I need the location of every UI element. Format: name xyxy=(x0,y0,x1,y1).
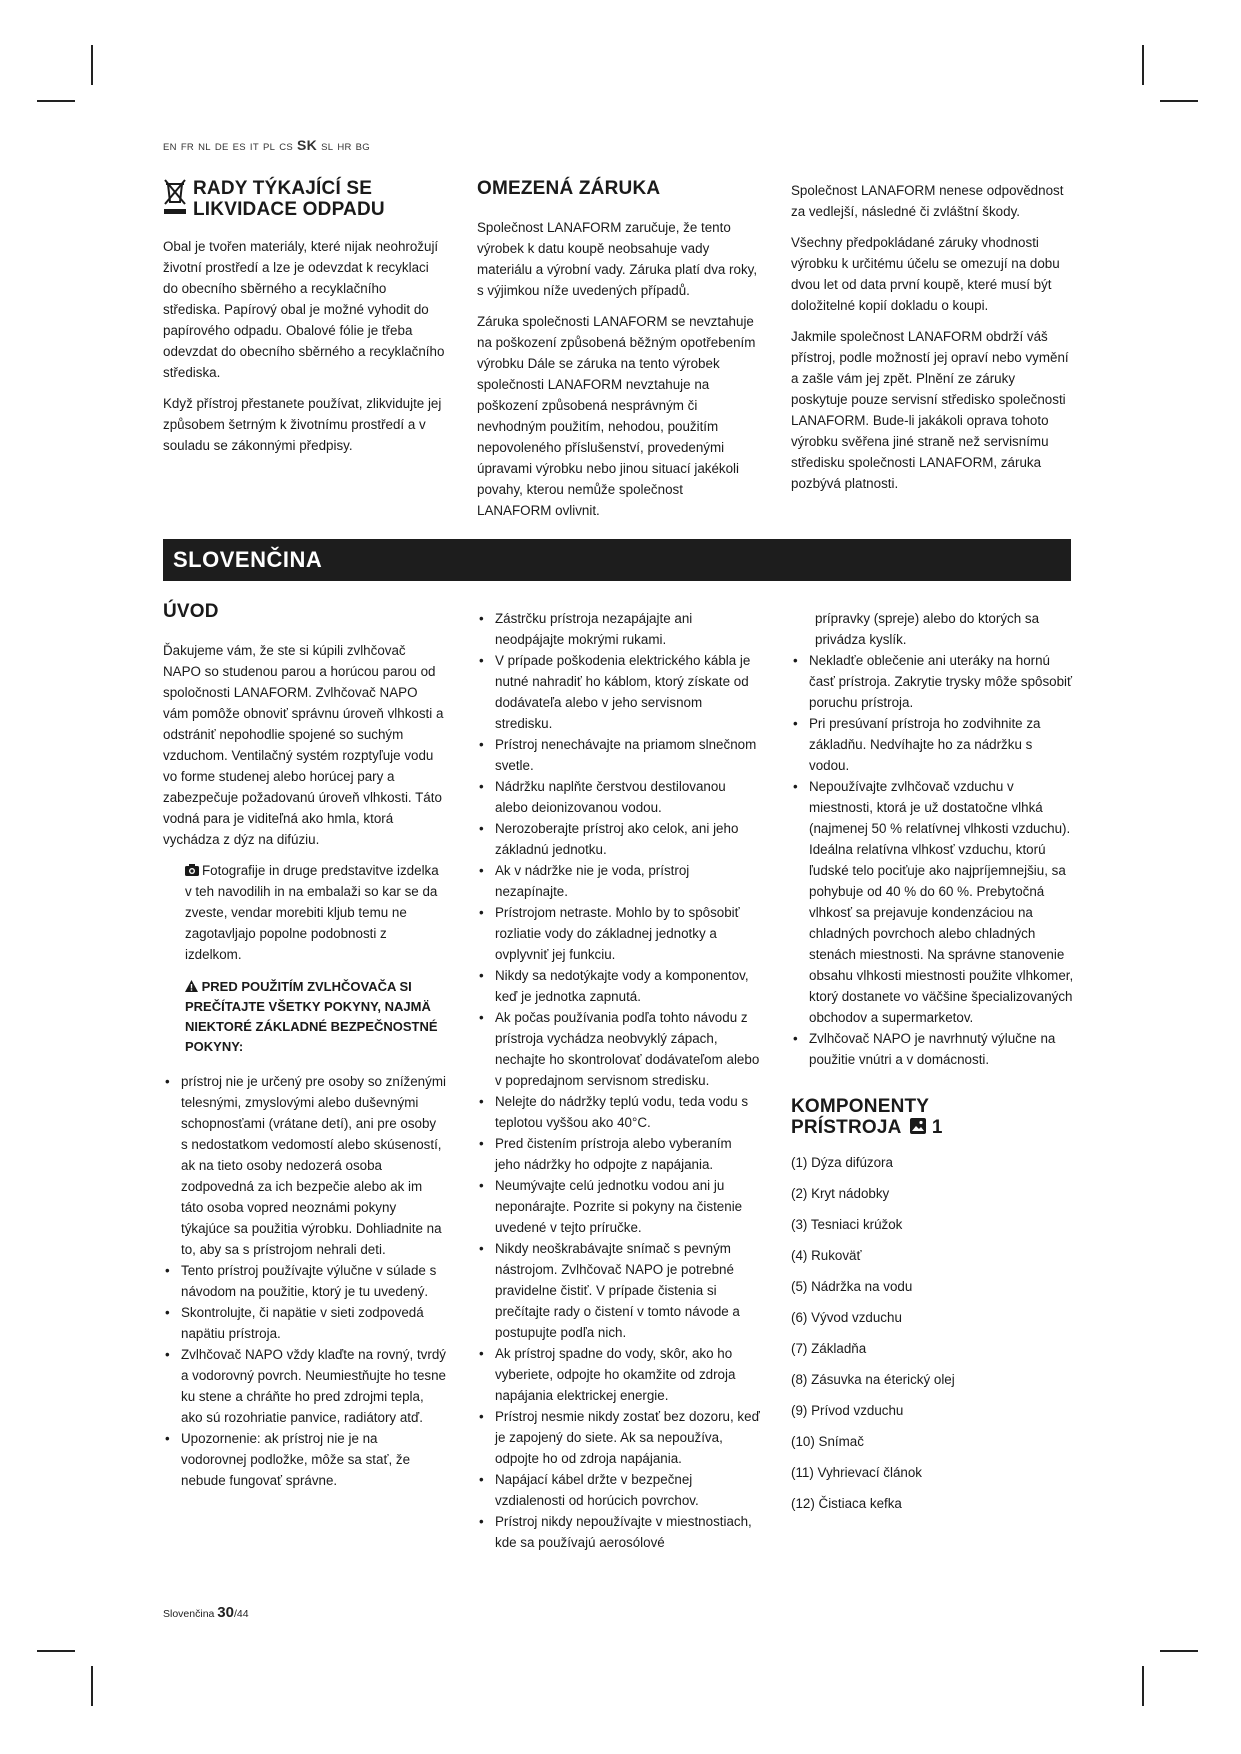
safety-warning-text: PRED POUŽITÍM ZVLHČOVAČA SI PREČÍTAJTE VŠETKY POKYNY, NAJMÄ NIEKTORÉ ZÁKLADNÉ BEZPEČNOSTNÉ POKYNY: xyxy=(185,979,438,1054)
safety-list xyxy=(477,608,760,1553)
crop-mark xyxy=(37,100,75,102)
disposal-title: RADY TÝKAJÍCÍ SE LIKVIDACE ODPADU xyxy=(193,178,385,220)
list-item: • Napájací kábel držte v bezpečnej vzdialenosti od horúcich povrchov. xyxy=(477,1469,760,1511)
camera-icon xyxy=(185,864,199,876)
lang-cs: CS xyxy=(279,142,294,153)
list-item: • Ak v nádržke nie je voda, prístroj nezapínajte. xyxy=(477,860,760,902)
list-item: • Ak prístroj spadne do vody, skôr, ako ho vyberiete, odpojte ho okamžite od zdroja napájania elektrickej energie. xyxy=(477,1343,760,1406)
lang-it: IT xyxy=(249,142,259,153)
list-item: (6) Vývod vzduchu xyxy=(791,1310,902,1325)
list-item: • Ak počas používania podľa tohto návodu z prístroja vychádza neobvyklý zápach, nechajte ho skontrolovať dodávateľom alebo v popredajnom servisnom stredisku. xyxy=(477,1007,760,1091)
crop-mark xyxy=(1160,100,1198,102)
list-item: (8) Zásuvka na éterický olej xyxy=(791,1372,955,1387)
list-item: • Nerozoberajte prístroj ako celok, ani jeho základnú jednotku. xyxy=(477,818,760,860)
list-item: • Zástrčku prístroja nezapájajte ani neodpájajte mokrými rukami. xyxy=(477,608,760,650)
warranty-section xyxy=(477,178,759,531)
list-item: • Prístroj nesmie nikdy zostať bez dozoru, keď je zapojený do siete. Ak sa nepoužíva, odpojte ho od zdroja napájania. xyxy=(477,1406,760,1469)
lang-hr: HR xyxy=(337,142,352,153)
list-item: • Pri presúvaní prístroja ho zodvihnite za základňu. Nedvíhajte ho za nádržku s vodou. xyxy=(791,713,1074,776)
list-item: • Upozornenie: ak prístroj nie je na vodorovnej podložke, môže sa stať, že nebude fungovať správne. xyxy=(163,1428,446,1491)
list-item: (5) Nádržka na vodu xyxy=(791,1279,913,1294)
list-item: (3) Tesniaci krúžok xyxy=(791,1217,903,1232)
list-item: (10) Snímač xyxy=(791,1434,864,1449)
safety-section-end xyxy=(791,608,1074,1524)
list-item: • Pred čistením prístroja alebo vyberaním jeho nádržky ho odpojte z napájania. xyxy=(477,1133,760,1175)
components-list xyxy=(791,1152,1074,1514)
page-footer xyxy=(163,1604,249,1621)
warranty-paragraph: Záruka společnosti LANAFORM se nevztahuje na poškození způsobená běžným opotřebením výrobku Dále se záruka na tento výrobek společnosti LANAFORM nevztahuje na poškození způsobená nesprávným či nevhodným použitím, nehodou, použitím nepovoleného příslušenství, provedenými úpravami výrobku nebo jinou situací jakékoli povahy, kterou nemůže společnost LANAFORM ovlivnit. xyxy=(477,314,756,518)
lang-pl: PL xyxy=(262,142,276,153)
lang-en: EN xyxy=(163,142,177,153)
list-item: • Nelejte do nádržky teplú vodu, teda vodu s teplotou vyššou ako 40°C. xyxy=(477,1091,760,1133)
lang-fr: FR xyxy=(180,142,195,153)
list-item: • Prístrojom netraste. Mohlo by to spôsobiť rozliatie vody do základnej jednotky a ovplyvniť jej funkciu. xyxy=(477,902,760,965)
lang-de: DE xyxy=(214,142,229,153)
list-item: • Nepoužívajte zvlhčovač vzduchu v miestnosti, ktorá je už dostatočne vlhká (najmenej 50 % relatívnej vlhkosti vzduchu). Ideálna relatívna vlhkosť vzduchu, ktorú ľudské telo pociťuje ako najpríjemnejšiu, sa pohybuje od 40 % do 60 %. Prebytočná vlhkosť sa prejavuje kondenzáciou na chladných povrchoch alebo chladných stenách miestnosti. Na správne stanovenie obsahu vlhkosti miestnosti použite vlhkomer, ktorý dostanete vo väčšine špecializovaných obchodov a supermarketov. xyxy=(791,776,1074,1028)
list-item: (11) Vyhrievací článok xyxy=(791,1465,922,1480)
disposal-paragraph: Obal je tvořen materiály, které nijak neohrožují životní prostředí a lze je odevzdat k recyklaci do obecního sběrného a recyklačního střediska. Papírový obal je možné vyhodit do papírového odpadu. Obalové fólie je třeba odevzdat do obecního sběrného a recyklačního střediska. xyxy=(163,239,445,380)
page-total: /44 xyxy=(233,1608,249,1620)
photo-note-text: Fotografije in druge predstavitve izdelka v teh navodilih in na embalaži so kar se da zveste, vendar morebiti kljub temu ne zagotavljajo popolne podobnosti z izdelkom. xyxy=(185,863,439,962)
recycle-bin-icon xyxy=(163,178,187,216)
crop-mark xyxy=(91,1666,93,1706)
list-item: (7) Základňa xyxy=(791,1341,867,1356)
warranty-title: OMEZENÁ ZÁRUKA xyxy=(477,178,661,199)
disposal-paragraph: Když přístroj přestanete používat, zlikvidujte jej způsobem šetrným k životnímu prostředí a v souladu se zákonnými předpisy. xyxy=(163,396,442,453)
figure-ref: 1 xyxy=(931,1117,943,1138)
footer-label: Slovenčina xyxy=(163,1608,215,1620)
list-item: (12) Čistiaca kefka xyxy=(791,1496,902,1511)
warranty-continued xyxy=(791,180,1073,504)
warranty-paragraph: Jakmile společnost LANAFORM obdrží váš přístroj, podle možností jej opraví nebo vymění a zašle vám jej zpět. Plnění ze záruky poskytuje pouze servisní středisko společnosti LANAFORM. Bude-li jakákoli oprava tohoto výrobku svěřena jiné straně než servisnímu středisku společnosti LANAFORM, záruka pozbývá platnosti. xyxy=(791,329,1069,491)
list-item: • Prístroj nikdy nepoužívajte v miestnostiach, kde sa používajú aerosólové xyxy=(477,1511,760,1553)
crop-mark xyxy=(1142,1666,1144,1706)
image-icon xyxy=(910,1118,926,1134)
list-item: • Skontrolujte, či napätie v sieti zodpovedá napätiu prístroja. xyxy=(163,1302,446,1344)
list-item: • Nádržku naplňte čerstvou destilovanou alebo deionizovanou vodou. xyxy=(477,776,760,818)
list-item: • prístroj nie je určený pre osoby so zníženými telesnými, zmyslovými alebo duševnými schopnosťami (vrátane detí), ani pre osoby s nedostatkom vedomostí alebo skúseností, ak na tieto osoby nedozerá osoba zodpovedná za ich bezpečie alebo ak im táto osoba vopred neoznámi pokyny týkajúce sa použitia výrobku. Dohliadnite na to, aby sa s prístrojom nehrali deti. xyxy=(163,1071,446,1260)
banner-title: SLOVENČINA xyxy=(173,547,323,572)
intro-paragraph: Ďakujeme vám, že ste si kúpili zvlhčovač NAPO so studenou parou a horúcou parou od spoločnosti LANAFORM. Zvlhčovač NAPO vám pomôže obnoviť správnu úroveň vlhkosti a odstrániť nepohodlie spojené so suchým vzduchom. Ventilačný systém rozptyľuje vodu vo forme studenej alebo horúcej pary a zabezpečuje požadovanú úroveň vlhkosti. Táto vodná para je viditeľná ako hmla, ktorá vychádza z dýz na difúziu. xyxy=(163,643,444,847)
crop-mark xyxy=(1142,45,1144,85)
lang-es: ES xyxy=(232,142,246,153)
lang-sl: SL xyxy=(321,142,334,153)
list-item: • Zvlhčovač NAPO vždy klaďte na rovný, tvrdý a vodorovný povrch. Neumiestňujte ho tesne ku stene a chráňte ho pred zdrojmi tepla, ako sú rozohriatie panvice, radiátory atď. xyxy=(163,1344,446,1428)
crop-mark xyxy=(37,1650,75,1652)
crop-mark xyxy=(1160,1650,1198,1652)
list-item-continued: prípravky (spreje) alebo do ktorých sa privádza kyslík. xyxy=(815,611,1040,647)
photo-note xyxy=(185,860,446,965)
list-item: • Zvlhčovač NAPO je navrhnutý výlučne na použitie vnútri a v domácnosti. xyxy=(791,1028,1074,1070)
lang-nl: NL xyxy=(198,142,211,153)
disposal-section xyxy=(163,178,445,466)
intro-section xyxy=(163,601,446,1491)
page-number: 30 xyxy=(217,1604,234,1621)
language-banner xyxy=(163,539,1071,581)
list-item: • Nikdy neoškrabávajte snímač s pevným nástrojom. Zvlhčovač NAPO je potrebné pravidelne čistiť. V prípade čistenia si prečítajte rady o čistení v tomto návode a postupujte podľa nich. xyxy=(477,1238,760,1343)
warranty-paragraph: Společnost LANAFORM zaručuje, že tento výrobek k datu koupě neobsahuje vady materiálu a výrobní vady. Záruka platí dva roky, s výjimkou níže uvedených případů. xyxy=(477,220,758,298)
list-item: • Prístroj nenechávajte na priamom slnečnom svetle. xyxy=(477,734,760,776)
crop-mark xyxy=(91,45,93,85)
list-item: • Tento prístroj používajte výlučne v súlade s návodom na použitie, ktorý je tu uvedený. xyxy=(163,1260,446,1302)
safety-list xyxy=(163,1071,446,1491)
warranty-paragraph: Společnost LANAFORM nenese odpovědnost za vedlejší, následné či zvláštní škody. xyxy=(791,183,1064,219)
list-item: (2) Kryt nádobky xyxy=(791,1186,890,1201)
language-bar xyxy=(163,137,374,153)
safety-list xyxy=(791,650,1074,1070)
list-item: • Nikdy sa nedotýkajte vody a komponentov, keď je jednotka zapnutá. xyxy=(477,965,760,1007)
list-item: (1) Dýza difúzora xyxy=(791,1155,893,1170)
components-title: KOMPONENTY PRÍSTROJA 1 xyxy=(791,1096,943,1138)
warning-icon xyxy=(185,980,198,992)
list-item: (4) Rukoväť xyxy=(791,1248,862,1263)
list-item: • Nekladťe oblečenie ani uteráky na hornú časť prístroja. Zakrytie trysky môže spôsobiť poruchu prístroja. xyxy=(791,650,1074,713)
safety-warning xyxy=(185,977,446,1057)
safety-section-continued xyxy=(477,608,760,1553)
list-item: • V prípade poškodenia elektrického kábla je nutné nahradiť ho káblom, ktorý získate od dodávateľa alebo v jeho servisnom stredisku. xyxy=(477,650,760,734)
lang-sk-active: SK xyxy=(297,137,318,153)
list-item: • Neumývajte celú jednotku vodou ani ju neponárajte. Pozrite si pokyny na čistenie uvedené v tejto príručke. xyxy=(477,1175,760,1238)
intro-title: ÚVOD xyxy=(163,601,219,622)
list-item: (9) Prívod vzduchu xyxy=(791,1403,904,1418)
lang-bg: BG xyxy=(355,142,370,153)
warranty-paragraph: Všechny předpokládané záruky vhodnosti výrobku k určitému účelu se omezují na dobu dvou let od data první koupě, které musí být doložitelné kopií dokladu o koupi. xyxy=(791,235,1060,313)
